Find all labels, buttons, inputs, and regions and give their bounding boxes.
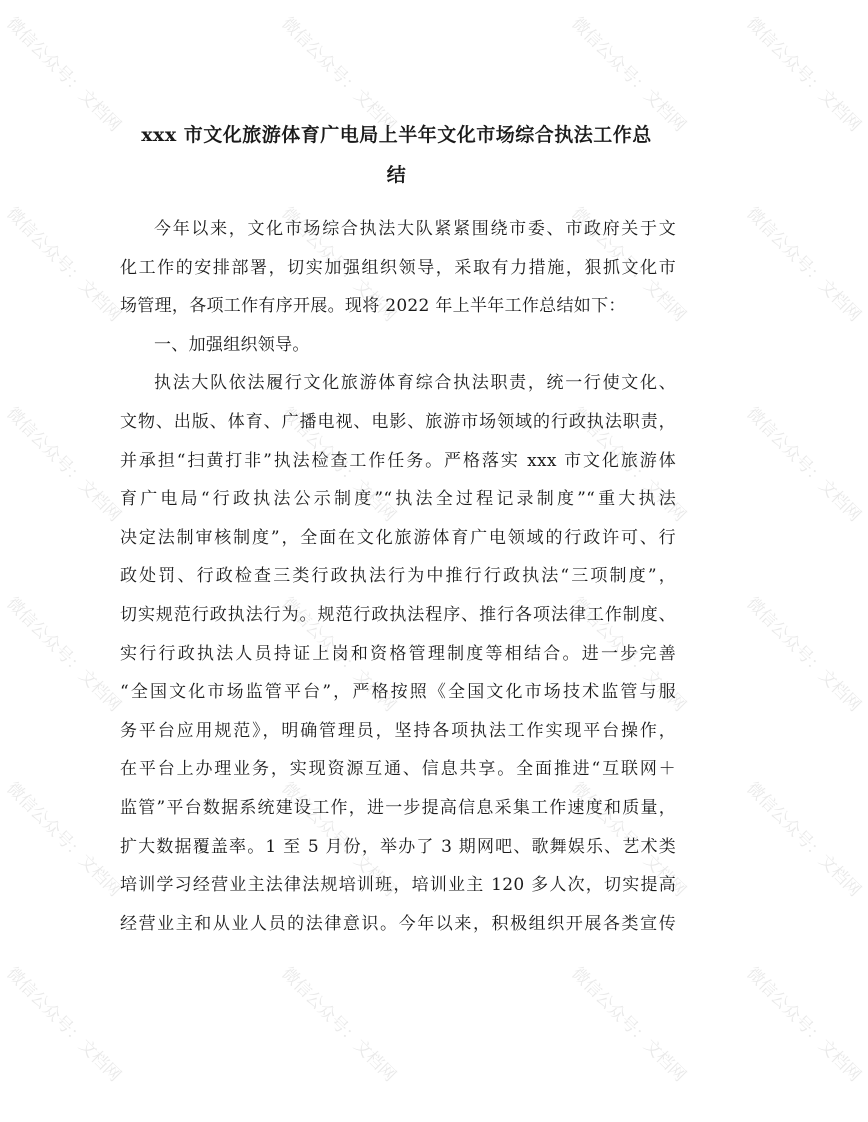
paragraph-2-line-4: 育广电局“行政执法公示制度”“执法全过程记录制度”“重大执法 xyxy=(120,489,676,510)
watermark: 微信公众号：文档网 xyxy=(742,593,865,716)
paragraph-2-line-8: 实行行政执法人员持证上岗和资格管理制度等相结合。进一步完善 xyxy=(120,643,676,664)
watermark: 微信公众号：文档网 xyxy=(567,963,690,1086)
document-title-line-1: xxx 市文化旅游体育广电局上半年文化市场综合执法工作总 xyxy=(141,124,652,146)
watermark: 微信公众号：文档网 xyxy=(567,593,690,716)
paragraph-2-line-11: 在平台上办理业务，实现资源互通、信息共享。全面推进“互联网＋ xyxy=(120,759,676,780)
watermark: 微信公众号：文档网 xyxy=(277,778,400,901)
paragraph-2-line-7: 切实规范行政执法行为。规范行政执法程序、推行各项法律工作制度、 xyxy=(120,604,676,625)
watermark: 微信公众号：文档网 xyxy=(277,963,400,1086)
watermark: 微信公众号：文档网 xyxy=(567,203,690,326)
watermark: 微信公众号：文档网 xyxy=(742,13,865,136)
paragraph-2-line-6: 政处罚、行政检查三类行政执法行为中推行行政执法“三项制度”， xyxy=(120,566,676,587)
watermark: 微信公众号：文档网 xyxy=(742,403,865,526)
watermark: 微信公众号：文档网 xyxy=(742,203,865,326)
watermark: 微信公众号：文档网 xyxy=(567,778,690,901)
watermark: 微信公众号：文档网 xyxy=(2,203,125,326)
paragraph-2-line-9: “全国文化市场监管平台”，严格按照《全国文化市场技术监管与服 xyxy=(120,682,676,703)
watermark: 微信公众号：文档网 xyxy=(742,778,865,901)
paragraph-2-line-12: 监管”平台数据系统建设工作，进一步提高信息采集工作速度和质量， xyxy=(120,797,676,818)
watermark: 微信公众号：文档网 xyxy=(277,203,400,326)
watermark: 微信公众号：文档网 xyxy=(2,593,125,716)
watermark: 微信公众号：文档网 xyxy=(2,778,125,901)
paragraph-2-line-3: 并承担“扫黄打非”执法检查工作任务。严格落实 xxx 市文化旅游体 xyxy=(120,450,676,471)
paragraph-1-line-1: 今年以来，文化市场综合执法大队紧紧围绕市委、市政府关于文 xyxy=(154,219,676,239)
paragraph-2-line-10: 务平台应用规范》，明确管理员，坚持各项执法工作实现平台操作， xyxy=(120,720,676,741)
paragraph-2-line-15: 经营业主和从业人员的法律意识。今年以来，积极组织开展各类宣传 xyxy=(120,913,676,934)
paragraph-1-line-2: 化工作的安排部署，切实加强组织领导，采取有力措施，狠抓文化市 xyxy=(120,257,676,278)
watermark: 微信公众号：文档网 xyxy=(2,403,125,526)
watermark: 微信公众号：文档网 xyxy=(277,403,400,526)
watermark: 微信公众号：文档网 xyxy=(742,963,865,1086)
section-heading-1: 一、加强组织领导。 xyxy=(154,334,310,355)
watermark: 微信公众号：文档网 xyxy=(567,13,690,136)
paragraph-2-line-13: 扩大数据覆盖率。1 至 5 月份，举办了 3 期网吧、歌舞娱乐、艺术类 xyxy=(120,836,676,857)
paragraph-2-line-5: 决定法制审核制度”，全面在文化旅游体育广电领域的行政许可、行 xyxy=(120,527,676,548)
paragraph-2-line-1: 执法大队依法履行文化旅游体育综合执法职责，统一行使文化、 xyxy=(154,373,676,394)
watermark: 微信公众号：文档网 xyxy=(2,13,125,136)
document-body xyxy=(120,210,676,943)
document-title-line-2: 结 xyxy=(386,164,407,186)
paragraph-1-line-3: 场管理，各项工作有序开展。现将 2022 年上半年工作总结如下： xyxy=(120,296,626,317)
paragraph-2-line-2: 文物、出版、体育、广播电视、电影、旅游市场领域的行政执法职责， xyxy=(120,411,676,432)
watermark: 微信公众号：文档网 xyxy=(277,593,400,716)
watermark: 微信公众号：文档网 xyxy=(277,13,400,136)
watermark: 微信公众号：文档网 xyxy=(2,963,125,1086)
paragraph-2-line-14: 培训学习经营业主法律法规培训班，培训业主 120 多人次，切实提高 xyxy=(120,875,676,896)
watermark: 微信公众号：文档网 xyxy=(567,403,690,526)
